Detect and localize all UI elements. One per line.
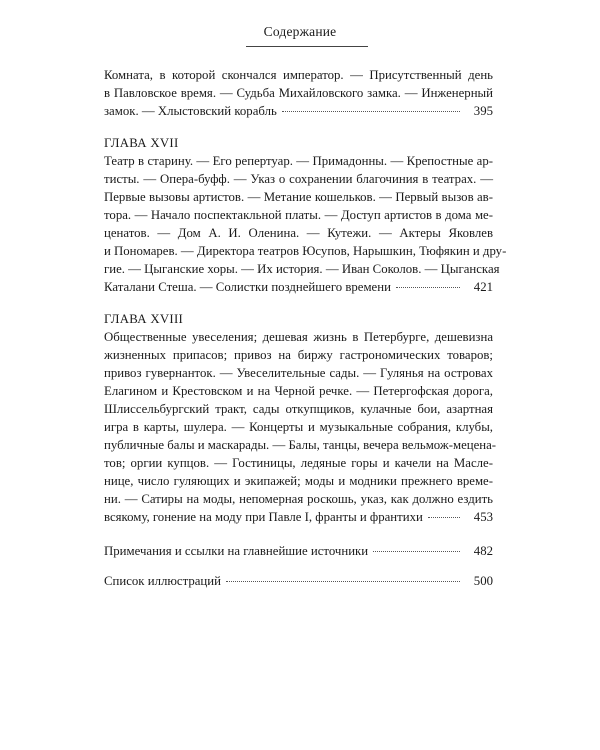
running-head-rule	[246, 46, 368, 47]
entry-line: ни. — Сатиры на моды, непомерная роскошь, указ, как должно ездить	[104, 492, 493, 506]
table-of-contents	[104, 66, 507, 590]
entry-line: нице, число гуляющих и экипажей; моды и модники прежнего време-	[104, 474, 493, 488]
entry-title: Примечания и ссылки на главнейшие источники	[104, 544, 369, 558]
page-number: 453	[473, 510, 493, 524]
entry-line: Театр в старину. — Его репертуар. — Примадонны. — Крепостные ар-	[104, 154, 493, 168]
entry-title: Список иллюстраций	[104, 574, 221, 588]
toc-entry-notes	[104, 542, 493, 560]
entry-line: привоз гувернанток. — Увеселительные сады. — Гулянья на островах	[104, 366, 493, 380]
page-number: 482	[473, 544, 493, 558]
entry-last-line	[104, 508, 493, 526]
toc-entry-illustrations	[104, 572, 493, 590]
entry-line: в Павловское время. — Судьба Михайловского замка. — Инженерный	[104, 86, 493, 100]
entry-line: Комната, в которой скончался император. — Присутственный день	[104, 68, 493, 82]
entry-line: публичные балы и маскарады. — Балы, танцы, вечера вельмож-мецена-	[104, 438, 497, 452]
entry-line: тора. — Начало поспектакльной платы. — Доступ артистов в дома ме-	[104, 208, 493, 222]
entry-line: тисты. — Опера-буфф. — Указ о сохранении благочиния в театрах. —	[104, 172, 493, 186]
page-number: 500	[473, 574, 493, 588]
toc-entry-chapter-17	[104, 134, 507, 296]
entry-last-line	[104, 102, 493, 120]
dot-leader	[226, 580, 460, 582]
spacer	[104, 560, 493, 572]
entry-line: ценатов. — Дом А. И. Оленина. — Кутежи. — Актеры Яковлев	[104, 226, 493, 240]
entry-line: и Пономарев. — Директора театров Юсупов, Нарышкин, Тюфякин и дру-	[104, 244, 507, 258]
chapter-heading: ГЛАВА XVIII	[104, 312, 184, 326]
spacer	[104, 526, 493, 542]
chapter-heading: ГЛАВА XVII	[104, 136, 179, 150]
entry-line: игра в карты, шулера. — Концерты и музыкальные собрания, клубы,	[104, 420, 493, 434]
page-number: 421	[473, 280, 493, 294]
dot-leader	[373, 550, 460, 552]
toc-entry-continued	[104, 66, 493, 120]
entry-line: всякому, гонение на моду при Павле I, франты и франтихи	[104, 510, 423, 524]
entry-line: Общественные увеселения; дешевая жизнь в Петербурге, дешевизна	[104, 330, 493, 344]
entry-last-line	[104, 278, 493, 296]
toc-entry-chapter-18	[104, 310, 497, 526]
entry-line: гие. — Цыганские хоры. — Их история. — Иван Соколов. — Цыганская	[104, 262, 500, 276]
dot-leader	[282, 110, 460, 112]
dot-leader	[396, 286, 460, 288]
entry-line: замок. — Хлыстовский корабль	[104, 104, 277, 118]
page-number: 395	[473, 104, 493, 118]
entry-line: Шлиссельбургский тракт, сады откупщиков, кулачные бои, азартная	[104, 402, 493, 416]
entry-line: Первые вызовы артистов. — Метание кошельков. — Первый вызов ав-	[104, 190, 493, 204]
entry-line: Каталани Стеша. — Солистки позднейшего времени	[104, 280, 391, 294]
entry-line: жизненных припасов; привоз на биржу гастрономических товаров;	[104, 348, 493, 362]
running-head: Содержание	[263, 24, 337, 39]
entry-line: Елагином и Крестовском и на Черной речке. — Петергофская дорога,	[104, 384, 493, 398]
entry-line: тов; оргии купцов. — Гостиницы, ледяные горы и качели на Масле-	[104, 456, 493, 470]
dot-leader	[428, 516, 460, 518]
